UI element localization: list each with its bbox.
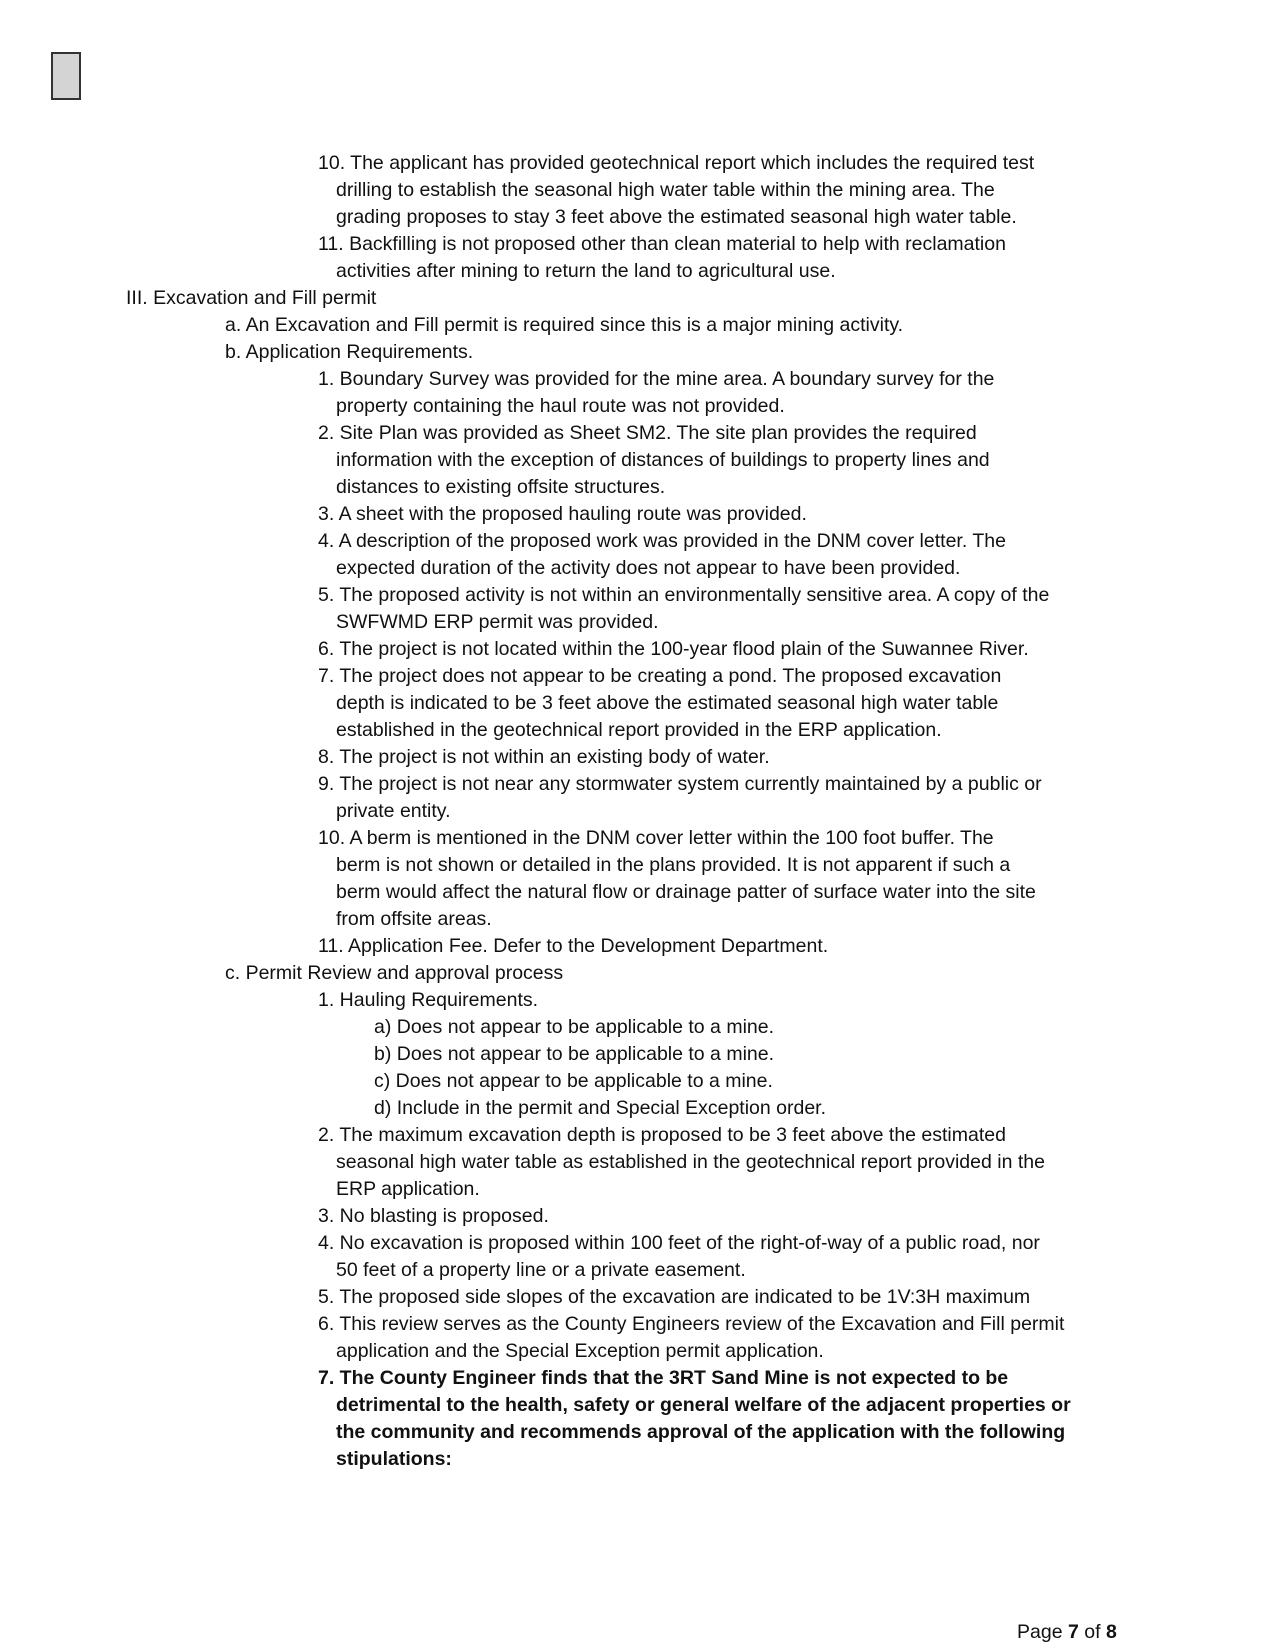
doc-line: b. Application Requirements.	[225, 341, 474, 363]
doc-line: private entity.	[336, 800, 451, 822]
doc-line: 7. The project does not appear to be creating a pond. The proposed excavation	[318, 665, 1002, 687]
doc-line: a. An Excavation and Fill permit is required since this is a major mining activity.	[225, 314, 904, 336]
doc-line: 4. A description of the proposed work was provided in the DNM cover letter. The	[318, 530, 1006, 552]
doc-line: established in the geotechnical report provided in the ERP application.	[336, 719, 942, 741]
doc-line: depth is indicated to be 3 feet above the estimated seasonal high water table	[336, 692, 999, 714]
doc-line: a) Does not appear to be applicable to a mine.	[374, 1016, 775, 1038]
doc-line: 5. The proposed side slopes of the excavation are indicated to be 1V:3H maximum	[318, 1286, 1031, 1308]
doc-line: seasonal high water table as established in the geotechnical report provided in the	[336, 1151, 1045, 1173]
page-number-of: of	[1084, 1621, 1101, 1643]
doc-line: information with the exception of distances of buildings to property lines and	[336, 449, 990, 471]
doc-line: drilling to establish the seasonal high water table within the mining area. The	[336, 179, 995, 201]
doc-line: from offsite areas.	[336, 908, 492, 930]
doc-line: ERP application.	[336, 1178, 480, 1200]
section-heading: III. Excavation and Fill permit	[126, 287, 377, 309]
doc-line: 1. Boundary Survey was provided for the mine area. A boundary survey for the	[318, 368, 995, 390]
doc-line: 1. Hauling Requirements.	[318, 989, 539, 1011]
doc-line: 8. The project is not within an existing body of water.	[318, 746, 770, 768]
doc-line: 5. The proposed activity is not within an environmentally sensitive area. A copy of the	[318, 584, 1050, 606]
doc-line: 10. The applicant has provided geotechnical report which includes the required test	[318, 152, 1035, 174]
page-number	[1017, 1620, 1117, 1644]
doc-line: application and the Special Exception permit application.	[336, 1340, 824, 1362]
corner-box	[51, 52, 81, 100]
doc-line: berm is not shown or detailed in the plans provided. It is not apparent if such a	[336, 854, 1011, 876]
doc-line: 2. The maximum excavation depth is proposed to be 3 feet above the estimated	[318, 1124, 1006, 1146]
doc-line: 9. The project is not near any stormwater system currently maintained by a public or	[318, 773, 1042, 795]
doc-line-bold: detrimental to the health, safety or general welfare of the adjacent properties or	[336, 1394, 1071, 1416]
doc-line: 6. The project is not located within the 100-year flood plain of the Suwannee River.	[318, 638, 1029, 660]
doc-line: property containing the haul route was not provided.	[336, 395, 785, 417]
doc-line: 11. Backfilling is not proposed other than clean material to help with reclamation	[318, 233, 1006, 255]
doc-line: grading proposes to stay 3 feet above the estimated seasonal high water table.	[336, 206, 1017, 228]
doc-line: 2. Site Plan was provided as Sheet SM2. The site plan provides the required	[318, 422, 977, 444]
doc-line: 6. This review serves as the County Engineers review of the Excavation and Fill permit	[318, 1313, 1065, 1335]
doc-line: 11. Application Fee. Defer to the Development Department.	[318, 935, 829, 957]
doc-line: 3. A sheet with the proposed hauling route was provided.	[318, 503, 807, 525]
doc-line: 4. No excavation is proposed within 100 feet of the right-of-way of a public road, nor	[318, 1232, 1040, 1254]
doc-line: 50 feet of a property line or a private easement.	[336, 1259, 746, 1281]
doc-line-bold: stipulations:	[336, 1448, 452, 1470]
doc-line: 10. A berm is mentioned in the DNM cover letter within the 100 foot buffer. The	[318, 827, 994, 849]
doc-line: c) Does not appear to be applicable to a mine.	[374, 1070, 773, 1092]
page-number-label: Page	[1017, 1621, 1063, 1643]
doc-line: c. Permit Review and approval process	[225, 962, 564, 984]
doc-line-bold: the community and recommends approval of the application with the following	[336, 1421, 1066, 1443]
page-number-current: 7	[1067, 1621, 1079, 1643]
doc-line: 3. No blasting is proposed.	[318, 1205, 549, 1227]
doc-line: berm would affect the natural flow or drainage patter of surface water into the site	[336, 881, 1036, 903]
doc-line: activities after mining to return the land to agricultural use.	[336, 260, 836, 282]
doc-line: SWFWMD ERP permit was provided.	[336, 611, 659, 633]
doc-line: distances to existing offsite structures.	[336, 476, 666, 498]
doc-line: d) Include in the permit and Special Exception order.	[374, 1097, 827, 1119]
doc-line: expected duration of the activity does not appear to have been provided.	[336, 557, 961, 579]
page-number-total: 8	[1105, 1621, 1117, 1643]
doc-line-bold: 7. The County Engineer finds that the 3RT Sand Mine is not expected to be	[318, 1367, 1009, 1389]
doc-line: b) Does not appear to be applicable to a mine.	[374, 1043, 775, 1065]
